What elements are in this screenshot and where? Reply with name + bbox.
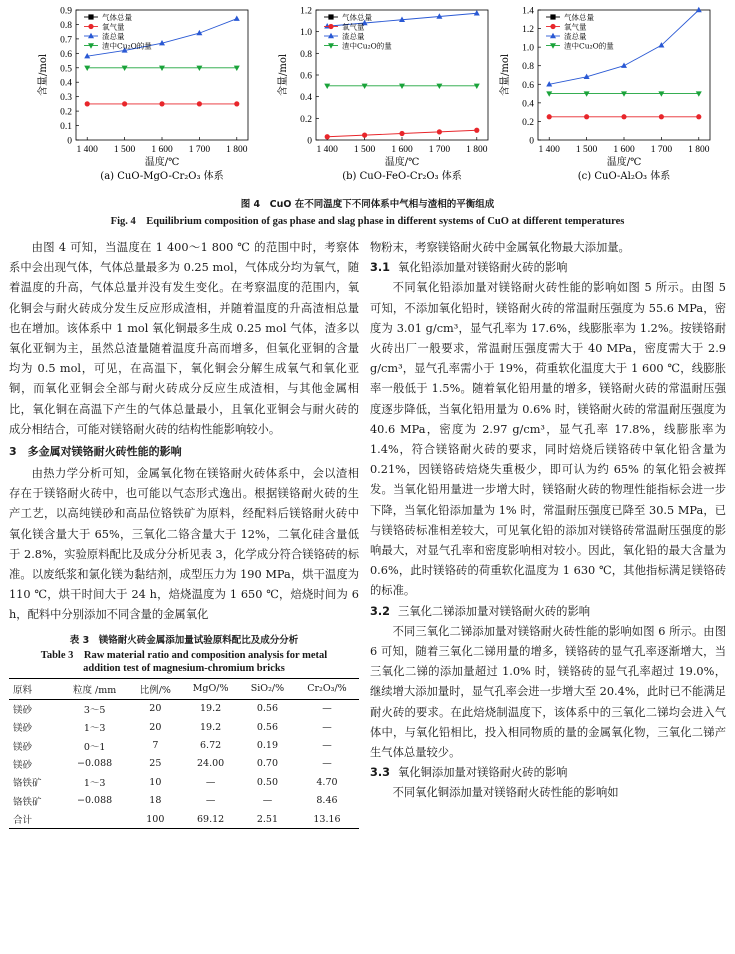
data-point: [621, 114, 626, 119]
data-point: [122, 66, 128, 71]
x-tick-label: 1 600: [613, 145, 635, 155]
table-cell: 0.19: [256, 740, 279, 752]
x-tick-label: 1 500: [575, 145, 598, 155]
table-caption-en-line: addition test of magnesium-chromium bricks: [83, 662, 285, 674]
data-point: [328, 24, 333, 29]
table-cell: 镁砂: [13, 759, 33, 771]
figure-caption-en: Fig. 4 Equilibrium composition of gas phase and slag phase in different systems of CuO at different temperatures: [110, 216, 625, 227]
table-cell: 24.00: [197, 758, 225, 770]
data-point: [550, 14, 555, 19]
data-point: [328, 43, 334, 48]
data-point: [197, 101, 202, 106]
paragraph: 物粉末，考察镁铬耐火砖中金属氧化物最大添加量。: [370, 241, 630, 254]
table-row: [9, 755, 359, 773]
table-cell: 6.72: [200, 740, 222, 752]
table-cell: —: [322, 740, 332, 752]
data-point: [584, 91, 590, 96]
data-point: [550, 24, 555, 29]
y-tick-label: 1.0: [300, 28, 312, 39]
table-cell: 18: [149, 795, 162, 807]
data-point: [550, 33, 556, 38]
y-tick-label: 1.4: [522, 6, 534, 17]
y-tick-label: 0.2: [300, 114, 312, 125]
data-point: [324, 84, 330, 89]
table-cell: 1～3: [83, 778, 106, 790]
table-header: 粒度 /mm: [60, 678, 130, 699]
data-point: [362, 84, 368, 89]
paragraph: 由热力学分析可知，金属氧化物在镁铬耐火砖体系中，会以渣相存在于镁铬耐火砖中，也可能以气态形式逸出。根据镁铬耐火砖的生产工艺，以高纯镁砂和高品位铬铁矿为原料，经配料后镁铬耐火砖中氧化镁含量大于 65%，三氧化二铬含量大于 12%，二氧化硅含量低于 2.8%，实验原料配比及成分分析见表 3，化学成分符合镁铬砖的标准。以废纸浆和氯化镁为黏结剂，成型压力为 190 MPa，烘干温度为 110 ℃，烘干时间大于 24 h，焙烧温度为 1 650 ℃，焙烧时间为 6 h，配料中分别添加不同含量的金属氧化: [9, 467, 359, 622]
y-axis-label: 含量/mol: [38, 53, 49, 97]
data-point: [88, 43, 94, 48]
data-point: [696, 91, 702, 96]
legend-label: 气体总量: [342, 13, 372, 22]
table-cell: 19.2: [200, 703, 222, 715]
data-point: [88, 14, 93, 19]
paragraph: 由图 4 可知，当温度在 1 400～1 800 ℃ 的范围中时，考察体系中会出现气体，气体总量最多为 0.25 mol，气体成分均为氧气，随着温度的升高，气体总量并没有发生变化。在考察温度的范围内，氧化铜会与耐火砖成分发生反应形成渣相，并随着温度的升高渣相总量也在增加。该体系中 1 mol 氧化铜最多生成 0.25 mol 气体，渣多以氧化亚铜为主，虽然总渣量随着温度升高而增多，但氧化亚铜的含量均为 0.5 mol，可见，在高温下，氧化铜会分解生成氧气和氧化亚铜，而氧化亚铜会全部与耐火砖成分反应生成渣相，与其他金属相比，氧化铜在高温下产生的气体总量最小，且氧化亚铜会与耐火砖的成分相结合，可能对镁铬耐火砖的结构性能影响较小。: [9, 241, 359, 436]
data-point: [584, 114, 589, 119]
table-cell: —: [205, 776, 216, 788]
data-point: [234, 15, 240, 20]
chart-b-svg: [258, 0, 503, 185]
table-header: 原料: [9, 678, 60, 699]
chart-subtitle: (c) CuO-Al₂O₃ 体系: [577, 171, 671, 182]
data-point: [362, 133, 367, 138]
data-point: [85, 101, 90, 106]
table-cell: 20: [149, 703, 162, 715]
x-tick-label: 1 400: [76, 145, 98, 155]
legend-label: 渣中Cu₂O的量: [564, 41, 614, 51]
right-column: [370, 238, 726, 804]
y-tick-label: 0.2: [60, 107, 72, 118]
y-tick-label: 0.4: [60, 78, 72, 89]
data-point: [159, 66, 165, 71]
table-cell: 69.12: [181, 810, 240, 829]
data-point: [437, 129, 442, 134]
y-tick-label: 0.6: [522, 80, 534, 91]
data-point: [196, 66, 202, 71]
x-tick-label: 1 700: [428, 145, 451, 155]
legend-label: 渣中Cu₂O的量: [102, 41, 152, 51]
table-cell: 0～1: [83, 741, 106, 753]
paragraph: 不同氧化铅添加量对镁铬耐火砖性能的影响如图 5 所示。由图 5 可知，不添加氧化铅时，镁铬耐火砖的常温耐压强度为 55.6 MPa，密度为 3.01 g/cm³，显气孔率为 17.6%，线膨胀率为 1.2%。按镁铬耐火砖出厂一般要求，常温耐压强度需大于 40 MPa，密度需大于 2.9 g/cm³，显气孔率需小于 19%，荷重软化温度大于 1 600 ℃，线膨胀率一般低于 1.5%。随着氧化铅用量的增多，镁铬耐火砖的常温耐压强度逐步降低，当氧化铅用量为 0.6% 时，镁铬耐火砖的常温耐压强度为 40.6 MPa，密度为 2.97 g/cm³，显气孔率 17.8%，线膨胀率为 1.4%，符合镁铬耐火砖的要求，同时焙烧后镁铬砖中氧化铅含量为 0.21%，因镁铬砖焙烧失重极少，即可认为约 65% 的氧化铅会被挥发。当氧化铅用量进一步增大时，镁铬耐火砖的物理性能指标会进一步下降，当氧化铅添加量为 1% 时，常温耐压强度已降至 30.5 MPa，已与镁铬砖标准相差较大，可见氧化铅的添加对镁铬砖常温耐压强度的影响最大，对显气孔率和密度影响相对较小。因此，氧化铅的最大含量为 0.6%，此时镁铬砖的荷重软化温度为 1 630 ℃，其他指标满足镁铬砖的标准。: [370, 281, 726, 598]
table-cell: 13.16: [295, 810, 359, 829]
y-tick-label: 0.5: [60, 64, 72, 75]
legend-label: 渣总量: [564, 32, 587, 41]
data-point: [621, 63, 627, 68]
chart-a-svg: [18, 0, 263, 185]
y-tick-label: 0.2: [522, 117, 534, 128]
table-row: [9, 699, 359, 718]
table-row: [9, 736, 359, 754]
table-cell: 20: [149, 721, 162, 733]
y-tick-label: 0.8: [60, 20, 72, 31]
subsection-title: 氧化铜添加量对镁铬耐火砖的影响: [398, 766, 568, 780]
table-caption-en-line: Table 3 Raw material ratio and composition analysis for metal: [40, 649, 328, 661]
data-point: [474, 10, 480, 15]
legend-label: 气体总量: [102, 13, 132, 22]
table-cell: 0.50: [256, 776, 279, 788]
chart-subtitle: (b) CuO-FeO-Cr₂O₃ 体系: [342, 171, 462, 182]
data-point: [399, 84, 405, 89]
subsection-number: 3.1: [370, 261, 391, 275]
table-cell: 镁砂: [13, 704, 33, 716]
table-cell: −0.088: [77, 795, 113, 807]
data-point: [658, 91, 664, 96]
x-axis-label: 温度/℃: [606, 157, 642, 168]
data-point: [325, 134, 330, 139]
x-tick-label: 1 500: [353, 145, 376, 155]
table-row: [9, 810, 359, 829]
table-cell: —: [322, 721, 332, 733]
data-point: [88, 24, 93, 29]
table-cell: 25: [149, 758, 162, 770]
table-row: [9, 718, 359, 736]
table-cell: —: [205, 795, 216, 807]
y-tick-label: 1.2: [300, 6, 312, 17]
data-point: [159, 101, 164, 106]
table-header: 比例/%: [129, 678, 181, 699]
left-column: [9, 238, 359, 829]
chart-subtitle: (a) CuO-MgO-Cr₂O₃ 体系: [100, 171, 224, 182]
table-cell: 8.46: [316, 795, 338, 807]
data-point: [550, 43, 556, 48]
data-point: [399, 131, 404, 136]
chart-c: [480, 0, 725, 185]
data-point: [696, 114, 701, 119]
data-point: [474, 84, 480, 89]
x-axis-label: 温度/℃: [144, 157, 180, 168]
y-tick-label: 0: [67, 136, 72, 147]
table-cell: 镁砂: [13, 723, 33, 735]
data-point: [659, 114, 664, 119]
table-header: MgO/%: [181, 678, 240, 699]
legend-label: 渣总量: [102, 32, 125, 41]
table-cell: 铬铁矿: [13, 796, 42, 808]
y-tick-label: 0.3: [60, 93, 72, 104]
y-tick-label: 0: [529, 136, 534, 147]
chart-c-svg: [480, 0, 725, 185]
x-tick-label: 1 700: [188, 145, 211, 155]
table-header: Cr₂O₃/%: [295, 678, 359, 699]
x-tick-label: 1 800: [226, 145, 248, 155]
y-tick-label: 0.6: [300, 71, 312, 82]
y-tick-label: 0.1: [60, 122, 72, 133]
table-row: [9, 773, 359, 791]
table-header: SiO₂/%: [240, 678, 295, 699]
y-tick-label: 0.9: [60, 6, 72, 17]
data-point: [547, 114, 552, 119]
data-point: [88, 33, 94, 38]
table-cell: 2.51: [240, 810, 295, 829]
subsection-title: 氧化铅添加量对镁铬耐火砖的影响: [398, 261, 568, 275]
table-cell: 合计: [9, 810, 60, 829]
y-tick-label: 0: [307, 136, 312, 147]
table-cell: 铬铁矿: [13, 778, 42, 790]
legend-label: 气体总量: [564, 13, 594, 22]
y-tick-label: 0.7: [60, 35, 72, 46]
table-caption-en: [9, 649, 359, 675]
data-point: [122, 101, 127, 106]
legend-label: 氧气量: [564, 22, 587, 32]
table-cell: [60, 810, 130, 829]
table-cell: 3～5: [83, 704, 106, 716]
y-tick-label: 0.6: [60, 49, 72, 60]
table-cell: 7: [152, 740, 159, 752]
legend-label: 渣总量: [342, 32, 365, 41]
table-cell: 0.70: [256, 758, 279, 770]
y-axis-label: 含量/mol: [500, 53, 511, 97]
x-tick-label: 1 500: [113, 145, 136, 155]
table-cell: 4.70: [316, 776, 338, 788]
table-caption-cn: 表 3 镁铬耐火砖金属添加量试验原料配比及成分分析: [69, 634, 299, 646]
table-cell: —: [262, 795, 273, 807]
figure-caption-cn: 图 4 CuO 在不同温度下不同体系中气相与渣相的平衡组成: [240, 199, 495, 210]
chart-b: [258, 0, 503, 185]
table-cell: 1～3: [83, 723, 106, 735]
table-cell: 10: [149, 776, 162, 788]
subsection-heading-3-2: [370, 602, 726, 622]
subsection-heading-3-1: [370, 258, 726, 278]
data-point: [546, 91, 552, 96]
subsection-title: 三氧化二锑添加量对镁铬耐火砖的影响: [398, 604, 591, 618]
y-tick-label: 0.8: [522, 62, 534, 73]
x-axis-label: 温度/℃: [384, 157, 420, 168]
table-cell: 镁砂: [13, 741, 33, 753]
x-tick-label: 1 600: [391, 145, 413, 155]
y-tick-label: 1.0: [522, 43, 534, 54]
data-point: [84, 66, 90, 71]
table-3: [9, 678, 359, 830]
table-cell: —: [322, 703, 332, 715]
x-tick-label: 1 600: [151, 145, 173, 155]
table-header-row: [9, 678, 359, 699]
data-point: [474, 128, 479, 133]
table-row: [9, 792, 359, 810]
table-cell: 19.2: [200, 721, 222, 733]
data-point: [234, 66, 240, 71]
data-point: [696, 7, 702, 12]
data-point: [328, 33, 334, 38]
paragraph: 不同氧化铜添加量对镁铬耐火砖性能的影响如: [392, 786, 619, 800]
y-tick-label: 0.4: [522, 99, 534, 110]
x-tick-label: 1 800: [688, 145, 710, 155]
data-point: [234, 101, 239, 106]
y-tick-label: 0.8: [300, 49, 312, 60]
table-cell: −0.088: [77, 758, 113, 770]
paragraph: 不同三氧化二锑添加量对镁铬耐火砖性能的影响如图 6 所示。由图 6 可知，随着三氧化二锑用量的增多，镁铬砖的显气孔率逐渐增大，当三氧化二锑的添加量超过 1.0% 时，镁铬砖的显气孔率超过 19.0%，继续增大添加量时，显气孔率会进一步增大至 20.4%，此时已不能满足耐火砖的要求。在此焙烧制温度下，该体系中的三氧化二锑均会进入气体中，与氧化铅相比，投入相同物质的量的金属氧化物，三氧化二锑产生气体总量较少。: [370, 624, 726, 760]
section-heading-3: 3 多金属对镁铬耐火砖性能的影响: [9, 445, 182, 459]
y-tick-label: 1.2: [522, 25, 534, 36]
x-tick-label: 1 400: [538, 145, 560, 155]
data-point: [328, 14, 333, 19]
x-tick-label: 1 700: [650, 145, 673, 155]
legend-label: 氧气量: [342, 22, 365, 32]
subsection-number: 3.3: [370, 766, 391, 780]
x-tick-label: 1 800: [466, 145, 488, 155]
x-tick-label: 1 400: [316, 145, 338, 155]
chart-a: [18, 0, 263, 185]
y-axis-label: 含量/mol: [278, 53, 289, 97]
data-point: [436, 84, 442, 89]
subsection-heading-3-3: [370, 763, 726, 783]
table-cell: —: [322, 758, 332, 770]
legend-label: 渣中Cu₂O的量: [342, 41, 392, 51]
data-point: [621, 91, 627, 96]
table-cell: 0.56: [256, 703, 279, 715]
table-body: [9, 699, 359, 829]
subsection-number: 3.2: [370, 604, 391, 618]
y-tick-label: 0.4: [300, 93, 312, 104]
table-cell: 0.56: [256, 721, 279, 733]
legend-label: 氧气量: [102, 22, 125, 32]
table-cell: 100: [129, 810, 181, 829]
